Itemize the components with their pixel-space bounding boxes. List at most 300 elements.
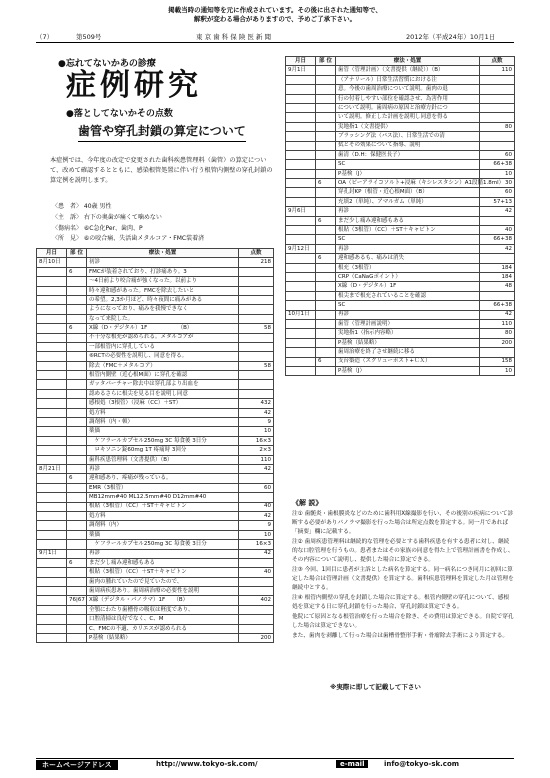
- table-row: [286, 132, 515, 141]
- table-row: [286, 150, 515, 159]
- points-cell: [480, 85, 515, 94]
- date-cell: [37, 342, 67, 351]
- end-note: ※実際に即して記載して下さい: [330, 683, 421, 691]
- date-cell: [286, 150, 316, 159]
- table-row: [37, 549, 274, 558]
- points-cell: [480, 113, 515, 122]
- site-cell: 6: [316, 357, 336, 366]
- date-cell: [37, 408, 67, 417]
- table-row: [286, 85, 515, 94]
- date-cell: [286, 188, 316, 197]
- date-cell: [286, 122, 316, 131]
- masthead: [36, 30, 514, 43]
- points-cell: [239, 342, 274, 351]
- procedure-cell: 初診: [87, 258, 239, 267]
- procedure-cell: 再診: [336, 244, 480, 253]
- table-row: [286, 338, 515, 347]
- points-cell: [480, 254, 515, 263]
- date-cell: [286, 272, 316, 281]
- date-cell: [37, 361, 67, 370]
- table-row: [286, 179, 515, 188]
- date-cell: [286, 197, 316, 206]
- site-cell: 6: [316, 216, 336, 225]
- procedure-cell: 再診: [336, 207, 480, 216]
- site-cell: [67, 502, 87, 511]
- date-cell: [286, 291, 316, 300]
- points-cell: 57+13: [480, 197, 515, 206]
- procedure-cell: まだ少し痛み違和感もある: [336, 216, 480, 225]
- site-cell: [67, 399, 87, 408]
- procedure-cell: 再診: [87, 464, 239, 473]
- site-cell: [316, 310, 336, 319]
- table-row: [37, 596, 274, 605]
- procedure-cell: 充填2（単純）、アマルガム（単純）: [336, 197, 480, 206]
- table-row: [37, 624, 274, 633]
- table-header: [286, 57, 515, 66]
- site-cell: [67, 540, 87, 549]
- points-cell: 42: [480, 207, 515, 216]
- points-cell: 110: [239, 455, 274, 464]
- table-row: [37, 540, 274, 549]
- points-cell: 66+38: [480, 235, 515, 244]
- site-cell: [316, 338, 336, 347]
- date-cell: [286, 94, 316, 103]
- procedure-cell: SC: [336, 235, 480, 244]
- procedure-cell: 再診: [87, 549, 239, 558]
- site-cell: [67, 511, 87, 520]
- table-row: [37, 361, 274, 370]
- site-cell: [67, 634, 87, 643]
- date-cell: [37, 521, 67, 530]
- date-cell: [37, 624, 67, 633]
- table-row: [37, 314, 274, 323]
- table-row: [37, 277, 274, 286]
- site-cell: [67, 446, 87, 455]
- table-row: [286, 226, 515, 235]
- points-cell: 16×3: [239, 540, 274, 549]
- issue-number: 第509号: [76, 33, 102, 41]
- points-cell: [239, 305, 274, 314]
- date-cell: [286, 329, 316, 338]
- date-cell: [37, 634, 67, 643]
- procedure-cell: ようになっており、痛みを我慢できなく: [87, 305, 239, 314]
- table-row: [37, 605, 274, 614]
- date-cell: [37, 418, 67, 427]
- procedure-cell: 根尖まで根充されていることを確認: [336, 291, 480, 300]
- points-cell: 200: [239, 634, 274, 643]
- procedure-cell: CRP（CaNaGポイント）: [336, 272, 480, 281]
- date-cell: [286, 263, 316, 272]
- table-row: [286, 75, 515, 84]
- table-row: [286, 207, 515, 216]
- table-row: [286, 254, 515, 263]
- points-cell: [239, 558, 274, 567]
- procedure-cell: の希望。2,3か月ほど、時々夜間に痛みがある: [87, 295, 239, 304]
- table-row: [37, 511, 274, 520]
- table-row: [37, 324, 274, 333]
- procedure-cell: 根貼（3根管）（CC）＋ST＋キャビトン: [87, 502, 239, 511]
- site-cell: [316, 272, 336, 281]
- procedure-cell: 行の付着しやすい部位を確認させ、為害作用: [336, 94, 480, 103]
- points-cell: 42: [239, 511, 274, 520]
- procedure-cell: 違和感あるも、痛みは消失: [336, 254, 480, 263]
- table-row: [37, 399, 274, 408]
- site-cell: [67, 436, 87, 445]
- procedure-cell: SC: [336, 160, 480, 169]
- table-row: [286, 216, 515, 225]
- procedure-cell: 歯清（D.H：保健医長子）: [336, 150, 480, 159]
- table-row: [286, 244, 515, 253]
- site-cell: 6: [316, 179, 336, 188]
- date-cell: [286, 254, 316, 263]
- date-cell: [37, 455, 67, 464]
- site-cell: [316, 348, 336, 357]
- date-cell: [286, 160, 316, 169]
- site-cell: [67, 427, 87, 436]
- commentary: [292, 510, 514, 642]
- site-cell: [67, 380, 87, 389]
- points-cell: 58: [239, 324, 274, 333]
- table-row: [37, 483, 274, 492]
- date-cell: [37, 371, 67, 380]
- table-row: [286, 122, 515, 131]
- points-cell: 66+38: [480, 301, 515, 310]
- points-cell: 42: [480, 310, 515, 319]
- procedure-cell: ロキソニン錠60mg 1T 疼痛時 3回分: [87, 446, 239, 455]
- date-cell: 9月6日: [286, 207, 316, 216]
- procedure-cell: 歯科疾患管理料（文書提供）（B）: [87, 455, 239, 464]
- points-cell: 40: [239, 568, 274, 577]
- procedure-cell: 処方料: [87, 511, 239, 520]
- table-row: [286, 272, 515, 281]
- points-cell: [239, 352, 274, 361]
- date-cell: [286, 319, 316, 328]
- points-cell: 10: [239, 427, 274, 436]
- procedure-cell: ⑥RCTの必要性を説明し、同意を得る。: [87, 352, 239, 361]
- date-cell: [37, 399, 67, 408]
- site-cell: 6: [67, 558, 87, 567]
- points-cell: [239, 371, 274, 380]
- date-cell: [37, 596, 67, 605]
- points-cell: 158: [480, 357, 515, 366]
- procedure-cell: SC: [336, 301, 480, 310]
- procedure-cell: 歯周病疾患あり。歯周病治療の必要性を説明: [87, 587, 239, 596]
- site-cell: [316, 263, 336, 272]
- procedure-cell: 全顎にわたり歯槽骨の吸収は軽度であり、: [87, 605, 239, 614]
- points-cell: 80: [480, 329, 515, 338]
- table-row: [286, 235, 515, 244]
- date-cell: [37, 558, 67, 567]
- commentary-heading: 《解 説》: [292, 499, 323, 507]
- points-cell: [239, 493, 274, 502]
- table-row: [286, 66, 515, 75]
- points-cell: [480, 132, 515, 141]
- points-cell: 60: [239, 483, 274, 492]
- points-cell: 58: [239, 361, 274, 370]
- table-row: [286, 160, 515, 169]
- table-body: [37, 249, 274, 643]
- procedure-cell: 調剤料（内・頓）: [87, 418, 239, 427]
- issue-date: 2012年（平成24年）10月1日: [406, 33, 496, 41]
- table-row: [286, 319, 515, 328]
- procedure-cell: X線（D・デジタル）1F （B）: [87, 324, 239, 333]
- date-cell: 8月21日: [37, 464, 67, 473]
- date-cell: [37, 436, 67, 445]
- points-cell: [239, 389, 274, 398]
- procedure-cell: 認めるさらに根尖を見る目を説明し同意: [87, 389, 239, 398]
- date-cell: [286, 85, 316, 94]
- points-cell: [239, 314, 274, 323]
- site-cell: [67, 464, 87, 473]
- points-cell: [480, 141, 515, 150]
- site-cell: [67, 455, 87, 464]
- table-row: [286, 301, 515, 310]
- table-row: [286, 197, 515, 206]
- table-row: [37, 455, 274, 464]
- site-cell: [316, 122, 336, 131]
- commentary-note: 注① 歯髄炎・歯根膜炎などのために歯科用X線撮影を行い、その後別の疾病について診断する必要がありパノラマ撮影を行った場合は所定点数を算定する。同一月であれば「摘要」欄に記載する。: [292, 511, 514, 535]
- procedure-cell: FMCが装着されており、打診痛あり。3: [87, 267, 239, 276]
- commentary-note: 注③ 今回、1回目に患者が主訴とした病名を算定する。同一病名につき同月に初回に算定した場合は管理計画（文書提供）を算定する。歯科疾患管理料を算定した月は管理を継続中とする。: [292, 567, 514, 591]
- date-cell: [37, 295, 67, 304]
- procedure-cell: 歯管（管理計画）（文書提供（継続））（B）: [336, 66, 480, 75]
- commentary-note: 注④ 根管内側壁の穿孔を封鎖した場合に算定する。根管内側壁の穿孔について、感根処を算定する日に穿孔封鎖を行った場合、穿孔封鎖は算定できる。: [292, 595, 510, 610]
- points-cell: 42: [239, 408, 274, 417]
- table-row: [37, 521, 274, 530]
- procedure-cell: について説明。歯周病の原因と治療方針につ: [336, 103, 480, 112]
- date-cell: [286, 141, 316, 150]
- date-cell: [37, 577, 67, 586]
- points-cell: [239, 380, 274, 389]
- site-cell: [316, 103, 336, 112]
- date-cell: [286, 216, 316, 225]
- site-cell: [67, 371, 87, 380]
- table-row: [37, 436, 274, 445]
- notice-line-2: 解釈が変わる場合がありますので、予めご了承下さい。: [193, 15, 357, 23]
- table-header: [37, 249, 274, 258]
- procedure-cell: 薬価: [87, 530, 239, 539]
- column-header: 部 位: [67, 249, 87, 258]
- page-number: （7）: [36, 33, 54, 41]
- table-row: [37, 258, 274, 267]
- homepage-label: ホームページアドレス: [36, 760, 118, 770]
- table-row: [37, 577, 274, 586]
- email-link[interactable]: info@tokyo-sk.com: [384, 760, 460, 768]
- procedure-cell: 不十分な根充が認められる。メタルコアが: [87, 333, 239, 342]
- procedure-cell: MB12mm#40 ML12.5mm#40 D12mm#40: [87, 493, 239, 502]
- site-cell: [316, 188, 336, 197]
- table-row: [286, 282, 515, 291]
- table-row: [37, 502, 274, 511]
- paper-name: 東 京 歯 科 保 険 医 新 聞: [196, 33, 272, 41]
- table-row: [286, 357, 515, 366]
- column-header: 療法・処置: [336, 57, 480, 66]
- date-cell: [37, 540, 67, 549]
- table-row: [37, 286, 274, 295]
- procedure-cell: 歯管（管理計画説明）: [336, 319, 480, 328]
- procedure-cell: C、FMCの不適、カリエスが認められる: [87, 624, 239, 633]
- site-cell: [67, 549, 87, 558]
- site-cell: [316, 301, 336, 310]
- site-cell: [316, 160, 336, 169]
- site-cell: [67, 277, 87, 286]
- table-row: [286, 329, 515, 338]
- site-cell: [316, 66, 336, 75]
- procedure-cell: 再診: [336, 310, 480, 319]
- patient-line: 〈患 者〉 40歳 男性: [52, 203, 112, 210]
- table-row: [286, 348, 515, 357]
- table-row: [37, 408, 274, 417]
- commentary-note: 他院にて原因となる根管治療を行った場合を除き、その費用は算定できる。自院で穿孔した場合は算定できない。: [292, 614, 514, 629]
- kicker-top: ●忘れてないかあの診療: [58, 59, 156, 69]
- date-cell: 8月10日: [37, 258, 67, 267]
- points-cell: 60: [480, 150, 515, 159]
- table-row: [37, 352, 274, 361]
- footer: [36, 758, 514, 771]
- points-cell: 16×3: [239, 436, 274, 445]
- site-cell: [316, 169, 336, 178]
- date-cell: [37, 277, 67, 286]
- table-row: [37, 418, 274, 427]
- procedure-cell: ケフラールカプセル250mg 3C 毎食後 3日分: [87, 436, 239, 445]
- findings-line: 〈所 見〉 ⑥の咬合痛、失活歯メタルコア・FMC装着済: [52, 235, 205, 243]
- date-cell: [37, 483, 67, 492]
- date-cell: [286, 169, 316, 178]
- table-row: [37, 530, 274, 539]
- site-cell: [316, 244, 336, 253]
- table-row: [37, 371, 274, 380]
- site-cell: [67, 342, 87, 351]
- site-cell: [67, 389, 87, 398]
- points-cell: [480, 75, 515, 84]
- site-cell: [316, 94, 336, 103]
- date-cell: 9月1日: [286, 66, 316, 75]
- table-row: [37, 493, 274, 502]
- procedure-cell: 拭とその効果について指導、説明: [336, 141, 480, 150]
- procedure-cell: 意。今後の歯周治療について説明。歯肉の退: [336, 85, 480, 94]
- points-cell: [239, 624, 274, 633]
- procedure-cell: 穿孔封KP（根管・近心根M面）（B）: [336, 188, 480, 197]
- date-cell: [37, 511, 67, 520]
- points-cell: [480, 348, 515, 357]
- article-subtitle: 歯管や穿孔封鎖の算定について: [78, 122, 246, 142]
- points-cell: 184: [480, 263, 515, 272]
- column-header: 点数: [239, 249, 274, 258]
- column-header: 月日: [37, 249, 67, 258]
- procedure-cell: P基検（結果略）: [87, 634, 239, 643]
- table-row: [286, 188, 515, 197]
- table-body: [286, 57, 515, 376]
- date-cell: [286, 113, 316, 122]
- date-cell: [37, 615, 67, 624]
- points-cell: [239, 474, 274, 483]
- site-cell: [316, 132, 336, 141]
- site-cell: [316, 282, 336, 291]
- points-cell: 48: [480, 282, 515, 291]
- points-cell: 9: [239, 418, 274, 427]
- site-cell: [316, 150, 336, 159]
- date-cell: [37, 587, 67, 596]
- procedure-cell: OA（ピーアライコソルト+浸麻（キシレスタシン）A1段階1.8ml）: [336, 179, 480, 188]
- points-cell: 110: [480, 319, 515, 328]
- date-cell: [286, 75, 316, 84]
- date-cell: [286, 348, 316, 357]
- procedure-cell: ～4日前より咬合痛が強くなった。以前より: [87, 277, 239, 286]
- date-cell: [37, 530, 67, 539]
- points-cell: [480, 291, 515, 300]
- table-row: [286, 366, 515, 375]
- date-cell: [37, 568, 67, 577]
- date-cell: [37, 352, 67, 361]
- site-cell: [67, 568, 87, 577]
- procedure-cell: 一部根管内に穿孔している: [87, 342, 239, 351]
- points-cell: [239, 577, 274, 586]
- table-row: [37, 333, 274, 342]
- site-cell: [67, 615, 87, 624]
- points-cell: 402: [239, 596, 274, 605]
- procedure-cell: まだ少し痛み違和感もある: [87, 558, 239, 567]
- site-cell: [67, 418, 87, 427]
- points-cell: 10: [239, 530, 274, 539]
- article-intro: 本症例では、今年度の改定で変更された歯科疾患管理料（歯管）の算定について、改めて確認するとともに、感染根管処置に伴い行う根管内側壁の穿孔封鎖の算定例を説明します。: [50, 157, 273, 184]
- site-cell: 6: [67, 267, 87, 276]
- procedure-cell: P基検（J）: [336, 366, 480, 375]
- points-cell: [239, 333, 274, 342]
- points-cell: [239, 267, 274, 276]
- procedure-cell: 支台築造（スクリューポスト+ＣＸ）: [336, 357, 480, 366]
- site-cell: [316, 291, 336, 300]
- site-cell: [67, 493, 87, 502]
- date-cell: [37, 474, 67, 483]
- table-row: [286, 291, 515, 300]
- table-row: [286, 263, 515, 272]
- date-cell: [286, 179, 316, 188]
- procedure-cell: 感根処（3根管）（浸麻（CC）＋ST）: [87, 399, 239, 408]
- site-cell: [67, 624, 87, 633]
- date-cell: [37, 389, 67, 398]
- points-cell: 30: [480, 179, 515, 188]
- revision-notice: [130, 6, 420, 24]
- site-cell: [67, 258, 87, 267]
- table-row: [37, 634, 274, 643]
- site-cell: [67, 333, 87, 342]
- site-cell: [67, 361, 87, 370]
- table-row: [286, 141, 515, 150]
- procedure-cell: P基検（J）: [336, 169, 480, 178]
- points-cell: 218: [239, 258, 274, 267]
- column-header: 療法・処置: [87, 249, 239, 258]
- table-row: [37, 587, 274, 596]
- site-cell: [316, 235, 336, 244]
- table-row: [37, 342, 274, 351]
- date-cell: [286, 132, 316, 141]
- site-cell: [67, 530, 87, 539]
- site-cell: [316, 366, 336, 375]
- date-cell: [286, 357, 316, 366]
- table-row: [37, 380, 274, 389]
- complaint-line: 〈主 訴〉 右下の奥歯が痛くて噛めない: [52, 213, 162, 221]
- site-cell: [316, 141, 336, 150]
- procedure-cell: 処方料: [87, 408, 239, 417]
- procedure-cell: X線（デジタル・パノラマ）1F （B）: [87, 596, 239, 605]
- site-cell: [67, 587, 87, 596]
- date-cell: [37, 427, 67, 436]
- site-cell: [67, 305, 87, 314]
- notice-line-1: 掲載当時の通知等を元に作成されています。その後に出された通知等で、: [168, 6, 382, 14]
- date-cell: 9月1日: [37, 549, 67, 558]
- homepage-link[interactable]: http://www.tokyo-sk.com/: [156, 760, 258, 768]
- kicker-bottom: ●落としてないかその点数: [66, 109, 173, 119]
